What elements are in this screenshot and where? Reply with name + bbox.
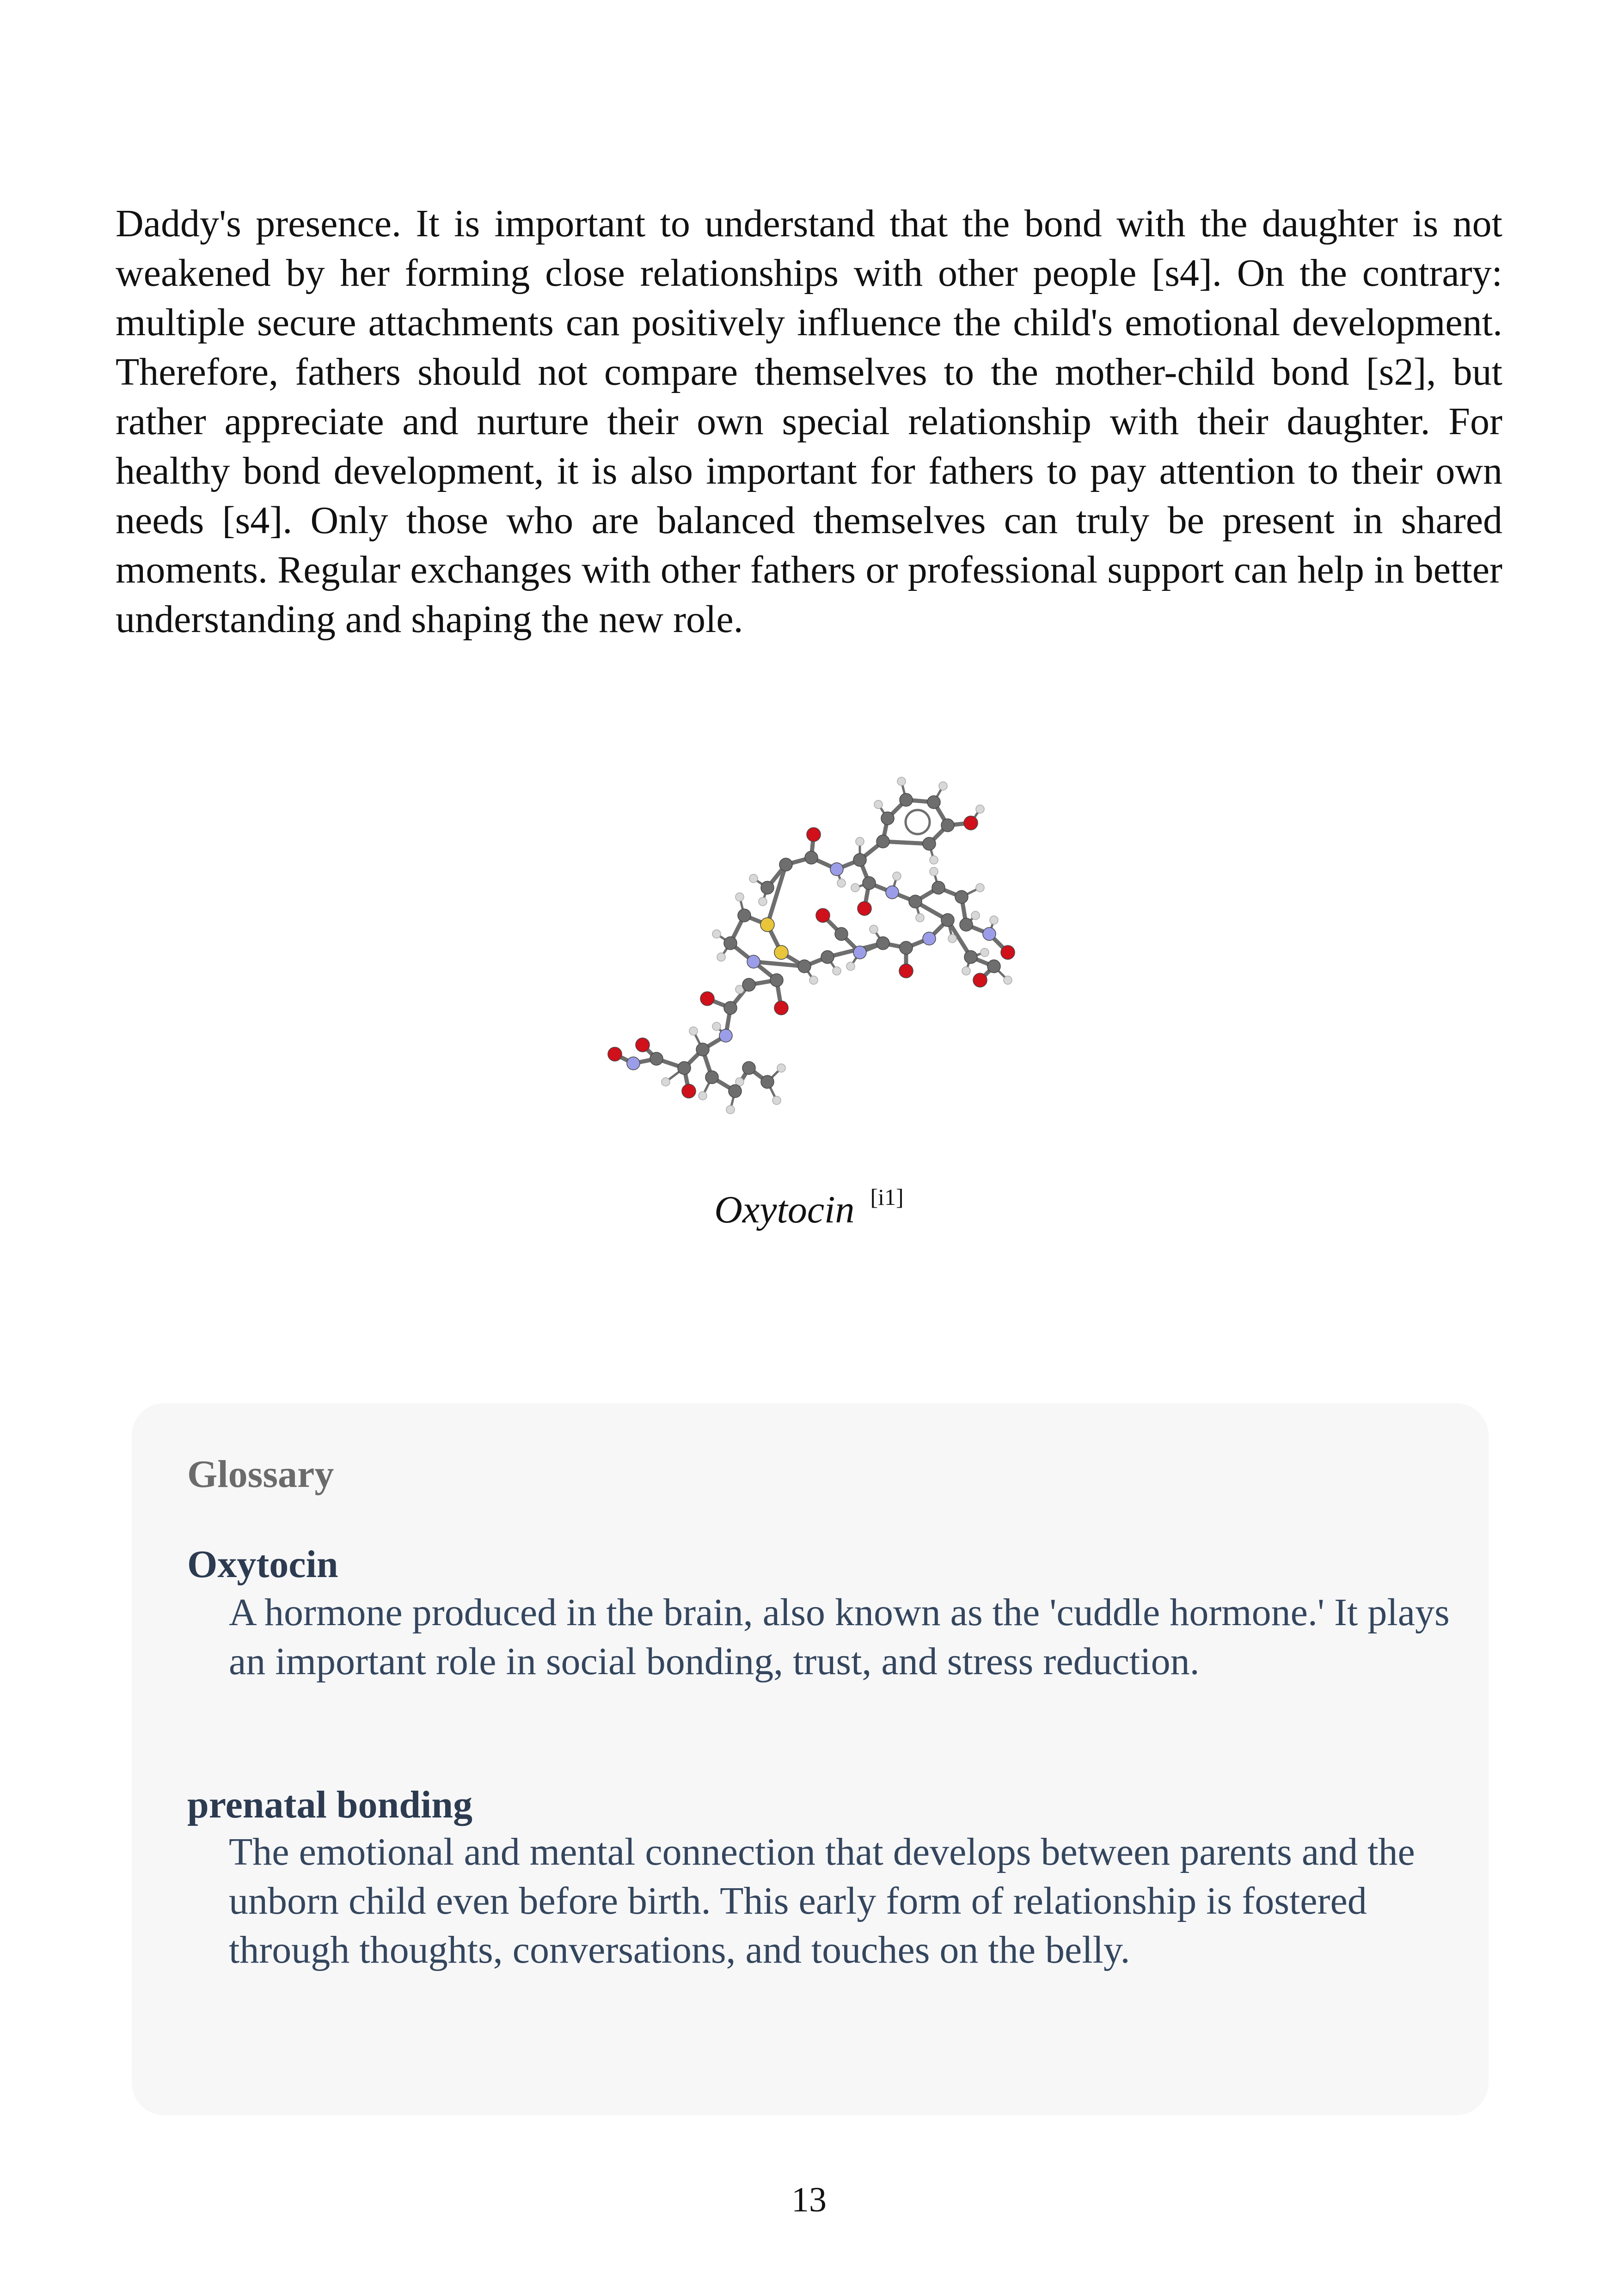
hydrogen-atom bbox=[962, 967, 970, 975]
molecule-atom bbox=[724, 937, 737, 950]
molecule-atom bbox=[987, 960, 1000, 973]
glossary-definition: The emotional and mental connection that develops between parents and the unborn child even before birth. This early form of relationship is fostered through thoughts, conversations, and touches on the belly. bbox=[229, 1830, 1415, 1971]
hydrogen-atom bbox=[990, 916, 998, 924]
glossary-term: Oxytocin bbox=[187, 1543, 338, 1586]
molecule-atom bbox=[747, 955, 760, 968]
molecule-atom bbox=[853, 853, 866, 866]
molecule-atom bbox=[876, 937, 889, 950]
hydrogen-atom bbox=[939, 782, 947, 790]
molecule-atom bbox=[805, 851, 818, 864]
molecule-atom bbox=[923, 932, 936, 945]
hydrogen-atom bbox=[846, 962, 855, 970]
hydrogen-atom bbox=[712, 930, 721, 938]
molecule-atom bbox=[774, 945, 788, 959]
oxytocin-molecule-image bbox=[564, 749, 1063, 1128]
molecule-atom bbox=[724, 1001, 737, 1014]
hydrogen-atom bbox=[1004, 976, 1012, 984]
molecule-atom bbox=[608, 1047, 622, 1061]
hydrogen-atom bbox=[856, 837, 864, 846]
molecule-atom bbox=[779, 858, 792, 871]
molecule-atom bbox=[798, 960, 811, 973]
hydrogen-atom bbox=[981, 948, 989, 957]
hydrogen-atom bbox=[971, 911, 980, 920]
molecule-atom bbox=[881, 812, 894, 825]
figure-caption-text: Oxytocin bbox=[714, 1188, 855, 1231]
molecule-atom bbox=[696, 1043, 709, 1056]
hydrogen-atom bbox=[749, 874, 758, 883]
hydrogen-atom bbox=[930, 856, 938, 864]
aromatic-ring bbox=[906, 810, 930, 834]
molecule-atom bbox=[816, 909, 830, 922]
molecule-atom bbox=[941, 914, 954, 927]
figure-citation: [i1] bbox=[870, 1184, 904, 1210]
molecule-atom bbox=[760, 918, 774, 932]
molecule-atom bbox=[923, 837, 936, 850]
hydrogen-atom bbox=[772, 1096, 781, 1105]
molecule-atom bbox=[900, 793, 913, 806]
molecule-atom bbox=[627, 1057, 640, 1070]
molecule-atom bbox=[742, 1062, 755, 1074]
hydrogen-atom bbox=[916, 914, 924, 922]
hydrogen-atom bbox=[689, 1027, 698, 1035]
molecule-atom bbox=[927, 796, 940, 809]
molecule-atom bbox=[738, 909, 751, 922]
figure-caption bbox=[0, 1184, 1618, 1232]
hydrogen-atom bbox=[726, 1105, 735, 1114]
molecule-atom bbox=[774, 1001, 788, 1015]
hydrogen-atom bbox=[874, 800, 883, 809]
glossary-box bbox=[132, 1403, 1489, 2115]
hydrogen-atom bbox=[735, 893, 744, 901]
hydrogen-atom bbox=[809, 976, 818, 984]
molecule-atom bbox=[983, 927, 996, 940]
molecule-atom bbox=[830, 863, 843, 876]
molecule-atom bbox=[729, 1085, 742, 1098]
molecule-atom bbox=[682, 1084, 696, 1098]
hydrogen-atom bbox=[717, 953, 725, 961]
glossary-term: prenatal bonding bbox=[187, 1783, 472, 1826]
hydrogen-atom bbox=[699, 1092, 707, 1100]
molecule-atom bbox=[761, 1075, 774, 1088]
hydrogen-atom bbox=[851, 884, 859, 892]
molecule-atom bbox=[886, 886, 899, 899]
hydrogen-atom bbox=[976, 884, 984, 892]
molecule-atom bbox=[853, 946, 866, 959]
hydrogen-atom bbox=[976, 805, 984, 813]
oxytocin-molecule-figure bbox=[564, 749, 1063, 1128]
molecule-atom bbox=[973, 973, 987, 987]
molecule-atom bbox=[941, 819, 954, 832]
molecule-atom bbox=[876, 835, 889, 848]
hydrogen-atom bbox=[948, 934, 956, 943]
hydrogen-atom bbox=[870, 925, 878, 933]
molecule-atom bbox=[761, 881, 774, 894]
molecule-atom bbox=[899, 964, 913, 978]
hydrogen-atom bbox=[712, 1022, 721, 1031]
molecule-atom bbox=[835, 927, 848, 940]
glossary-definition: A hormone produced in the brain, also known as the 'cuddle hormone.' It plays an important role in social bonding, trust, and stress reduction. bbox=[229, 1591, 1450, 1683]
hydrogen-atom bbox=[777, 1064, 785, 1072]
molecule-atom bbox=[821, 951, 834, 964]
molecule-atom bbox=[742, 978, 755, 991]
hydrogen-atom bbox=[833, 967, 841, 975]
molecule-atom bbox=[636, 1038, 650, 1052]
molecule-atom bbox=[705, 1071, 718, 1084]
molecule-atom bbox=[700, 992, 714, 1006]
molecule-atom bbox=[955, 890, 968, 903]
page-number: 13 bbox=[791, 2180, 827, 2219]
hydrogen-atom bbox=[759, 897, 767, 906]
molecule-bond bbox=[883, 841, 929, 844]
molecule-atom bbox=[770, 974, 783, 987]
molecule-atom bbox=[863, 877, 876, 890]
glossary-title: Glossary bbox=[187, 1453, 334, 1496]
molecule-atom bbox=[650, 1052, 663, 1065]
hydrogen-atom bbox=[662, 1078, 670, 1086]
molecule-atom bbox=[932, 881, 945, 894]
molecule-atom bbox=[719, 1029, 732, 1042]
molecule-atom bbox=[964, 816, 978, 830]
hydrogen-atom bbox=[930, 867, 938, 876]
molecule-atom bbox=[807, 828, 821, 841]
molecule-atom bbox=[1001, 945, 1015, 959]
body-paragraph: Daddy's presence. It is important to understand that the bond with the daughter is not weakened by her forming close relationships with other people [s4]. On the contrary: multiple secure attachments can positively influence the child's emotional development. Therefore, fathers should not compare themselves to the mother-child bond [s2], but rather appreciate and nurture their own special relationship with their daughter. For healthy bond development, it is also important for fathers to pay attention to their own needs [s4]. Only those who are balanced themselves can truly be present in shared moments. Regular exchanges with other fathers or professional support can help in better understanding and shaping the new role. bbox=[116, 202, 1502, 641]
molecule-atom bbox=[858, 902, 871, 915]
molecule-atom bbox=[960, 918, 973, 931]
molecule-atom bbox=[678, 1062, 691, 1074]
molecule-atom bbox=[964, 951, 977, 964]
molecule-atom bbox=[900, 941, 913, 954]
hydrogen-atom bbox=[893, 872, 901, 880]
molecule-atom bbox=[909, 895, 922, 908]
hydrogen-atom bbox=[837, 879, 846, 887]
hydrogen-atom bbox=[897, 777, 906, 786]
